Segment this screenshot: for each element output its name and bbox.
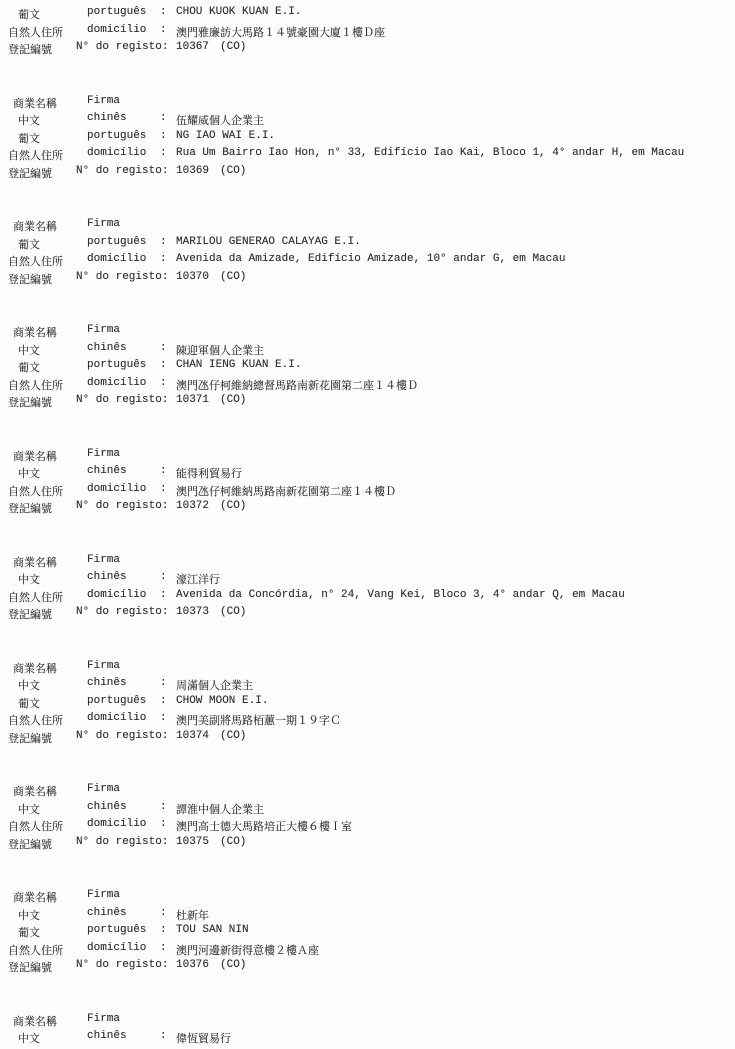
domicile-label-pt: domicílio	[87, 941, 147, 954]
colon-separator: :	[160, 1030, 167, 1042]
portuguese-label-pt: português	[87, 6, 147, 18]
colon-separator: :	[160, 482, 167, 495]
firma-header-line	[0, 887, 735, 905]
chinese-label-pt: chinês	[87, 112, 127, 124]
domicile-label-pt: domicílio	[87, 253, 147, 265]
registration-number: 10376	[176, 959, 210, 971]
colon-separator: :	[160, 465, 167, 477]
registration-number: 10374	[176, 729, 210, 742]
portuguese-name-line	[0, 693, 735, 711]
domicile-value: 澳門雅廉訪大馬路１４號豪園大廈１樓Ｄ座	[176, 27, 385, 40]
registration-code: (CO)	[220, 835, 247, 848]
domicile-value: Avenida da Amizade, Edifício Amizade, 10° andar G, em Macau	[176, 253, 566, 265]
registry-entry	[0, 322, 735, 410]
domicile-value: Avenida da Concórdia, n° 24, Vang Kei, Bloco 3, 4° andar Q, em Macau	[176, 588, 625, 601]
chinese-name-value: 杜新年	[176, 910, 209, 923]
portuguese-name-value: NG IAO WAI E.I.	[176, 129, 276, 142]
firma-label-zh: 商業名稱	[13, 663, 57, 676]
registry-label-pt: N° do registo:	[76, 959, 169, 971]
registry-label-zh: 登記編號	[8, 45, 52, 57]
colon-separator: :	[160, 376, 167, 389]
registration-code: (CO)	[220, 959, 247, 971]
portuguese-label-zh: 葡文	[18, 133, 40, 146]
registry-entry	[0, 1011, 735, 1046]
domicile-value: 澳門美副將馬路栢蕙一期１９字Ｃ	[176, 716, 341, 728]
colon-separator: :	[160, 712, 167, 724]
chinese-name-line	[0, 463, 735, 481]
firma-label-zh: 商業名稱	[13, 1016, 57, 1029]
colon-separator: :	[160, 129, 167, 142]
registry-label-pt: N° do registo:	[76, 835, 169, 848]
portuguese-name-line	[0, 4, 735, 22]
domicile-label-zh: 自然人住所	[8, 592, 63, 605]
colon-separator: :	[160, 235, 167, 248]
chinese-name-value: 偉恆貿易行	[176, 1034, 231, 1046]
firma-label-pt: Firma	[87, 324, 121, 336]
domicile-line	[0, 710, 735, 728]
colon-separator: :	[160, 112, 167, 124]
registry-label-pt: N° do registo:	[76, 729, 169, 742]
registry-label-zh: 登記編號	[8, 398, 52, 410]
registration-line	[0, 604, 735, 622]
domicile-line	[0, 587, 735, 605]
registration-code: (CO)	[220, 729, 247, 742]
firma-label-pt: Firma	[87, 889, 121, 901]
registration-code: (CO)	[220, 41, 247, 53]
firma-label-zh: 商業名稱	[13, 787, 57, 799]
registry-entry	[0, 93, 735, 181]
domicile-label-pt: domicílio	[87, 712, 147, 724]
colon-separator: :	[160, 906, 167, 919]
registration-code: (CO)	[220, 606, 247, 618]
domicile-line	[0, 145, 735, 163]
domicile-line	[0, 481, 735, 499]
registration-number: 10372	[176, 500, 210, 512]
registration-code: (CO)	[220, 270, 247, 283]
chinese-label-zh: 中文	[18, 469, 40, 481]
firma-label-pt: Firma	[87, 1012, 121, 1025]
colon-separator: :	[160, 23, 167, 36]
chinese-label-pt: chinês	[87, 677, 127, 689]
colon-separator: :	[160, 571, 167, 583]
chinese-name-value: 周滿個人企業主	[176, 681, 253, 693]
chinese-name-line	[0, 569, 735, 587]
colon-separator: :	[160, 147, 167, 159]
domicile-label-zh: 自然人住所	[8, 822, 63, 834]
colon-separator: :	[160, 588, 167, 601]
chinese-name-line	[0, 1028, 735, 1046]
chinese-label-zh: 中文	[18, 681, 40, 693]
portuguese-label-zh: 葡文	[18, 10, 40, 22]
registration-line	[0, 163, 735, 181]
firma-header-line	[0, 216, 735, 234]
registration-line	[0, 269, 735, 287]
domicile-label-zh: 自然人住所	[8, 257, 63, 269]
chinese-label-zh: 中文	[18, 1034, 40, 1046]
registry-entry	[0, 658, 735, 746]
domicile-line	[0, 375, 735, 393]
colon-separator: :	[160, 941, 167, 954]
domicile-label-zh: 自然人住所	[8, 945, 63, 958]
chinese-name-value: 能得利貿易行	[176, 469, 242, 481]
registration-line	[0, 728, 735, 746]
registry-label-zh: 登記編號	[8, 274, 52, 287]
portuguese-name-value: CHOW MOON E.I.	[176, 694, 269, 707]
portuguese-name-value: MARILOU GENERAO CALAYAG E.I.	[176, 235, 361, 248]
registration-line	[0, 834, 735, 852]
colon-separator: :	[160, 253, 167, 265]
portuguese-label-pt: português	[87, 924, 147, 936]
registry-label-pt: N° do registo:	[76, 394, 169, 406]
chinese-name-value: 譚淮中個人企業主	[176, 804, 264, 817]
registry-entry	[0, 887, 735, 975]
registry-label-pt: N° do registo:	[76, 41, 169, 53]
firma-label-zh: 商業名稱	[13, 328, 57, 340]
domicile-label-zh: 自然人住所	[8, 486, 63, 499]
firma-label-pt: Firma	[87, 447, 121, 460]
registry-entry	[0, 781, 735, 851]
firma-header-line	[0, 1011, 735, 1029]
domicile-line	[0, 940, 735, 958]
portuguese-name-value: CHAN IENG KUAN E.I.	[176, 359, 302, 371]
registry-label-zh: 登記編號	[8, 839, 52, 852]
colon-separator: :	[160, 341, 167, 354]
chinese-label-zh: 中文	[18, 116, 40, 128]
domicile-label-pt: domicílio	[87, 23, 147, 36]
domicile-label-pt: domicílio	[87, 482, 147, 495]
firma-label-zh: 商業名稱	[13, 98, 57, 111]
colon-separator: :	[160, 924, 167, 936]
domicile-label-zh: 自然人住所	[8, 380, 63, 393]
registration-line	[0, 39, 735, 57]
chinese-name-line	[0, 905, 735, 923]
portuguese-name-line	[0, 234, 735, 252]
firma-label-zh: 商業名稱	[13, 557, 57, 570]
domicile-value: 澳門氹仔柯維納總督馬路南新花園第二座１４樓Ｄ	[176, 380, 418, 393]
registration-number: 10375	[176, 835, 210, 848]
colon-separator: :	[160, 818, 167, 830]
portuguese-name-value: TOU SAN NIN	[176, 924, 249, 936]
registration-number: 10373	[176, 606, 210, 618]
domicile-label-zh: 自然人住所	[8, 151, 63, 163]
firma-header-line	[0, 552, 735, 570]
registration-number: 10371	[176, 394, 210, 406]
firma-label-zh: 商業名稱	[13, 893, 57, 905]
firma-label-pt: Firma	[87, 783, 121, 795]
portuguese-label-zh: 葡文	[18, 239, 40, 252]
domicile-label-pt: domicílio	[87, 147, 147, 159]
portuguese-label-pt: português	[87, 129, 147, 142]
chinese-name-value: 陳迎軍個人企業主	[176, 345, 264, 358]
domicile-label-pt: domicílio	[87, 818, 147, 830]
chinese-label-pt: chinês	[87, 341, 127, 354]
domicile-value: Rua Um Bairro Iao Hon, n° 33, Edifício Iao Kai, Bloco 1, 4° andar H, em Macau	[176, 147, 685, 159]
portuguese-label-zh: 葡文	[18, 363, 40, 375]
firma-header-line	[0, 658, 735, 676]
portuguese-label-zh: 葡文	[18, 928, 40, 940]
firma-header-line	[0, 322, 735, 340]
registration-number: 10370	[176, 270, 210, 283]
chinese-name-line	[0, 675, 735, 693]
registry-label-pt: N° do registo:	[76, 164, 169, 177]
portuguese-name-line	[0, 128, 735, 146]
portuguese-name-line	[0, 357, 735, 375]
chinese-label-pt: chinês	[87, 800, 127, 813]
chinese-label-pt: chinês	[87, 1030, 127, 1042]
registry-label-zh: 登記編號	[8, 504, 52, 516]
firma-label-pt: Firma	[87, 659, 121, 672]
firma-label-zh: 商業名稱	[13, 222, 57, 234]
registry-entry	[0, 216, 735, 286]
registry-entry	[0, 4, 735, 57]
registration-code: (CO)	[220, 164, 247, 177]
domicile-label-pt: domicílio	[87, 376, 147, 389]
registry-label-pt: N° do registo:	[76, 606, 169, 618]
colon-separator: :	[160, 800, 167, 813]
registration-number: 10367	[176, 41, 210, 53]
registry-label-zh: 登記編號	[8, 733, 52, 746]
portuguese-label-zh: 葡文	[18, 698, 40, 711]
domicile-value: 澳門氹仔柯維納馬路南新花園第二座１４樓Ｄ	[176, 486, 396, 499]
chinese-name-line	[0, 110, 735, 128]
registration-line	[0, 498, 735, 516]
domicile-line	[0, 816, 735, 834]
domicile-label-pt: domicílio	[87, 588, 147, 601]
firma-header-line	[0, 93, 735, 111]
colon-separator: :	[160, 677, 167, 689]
firma-label-zh: 商業名稱	[13, 451, 57, 464]
registry-label-zh: 登記編號	[8, 168, 52, 181]
domicile-value: 澳門高士德大馬路培正大樓６樓Ｉ室	[176, 822, 352, 834]
chinese-label-zh: 中文	[18, 345, 40, 358]
registration-line	[0, 957, 735, 975]
registration-line	[0, 392, 735, 410]
firma-header-line	[0, 781, 735, 799]
registration-number: 10369	[176, 164, 210, 177]
portuguese-label-pt: português	[87, 235, 147, 248]
firma-label-pt: Firma	[87, 553, 121, 566]
domicile-value: 澳門河邊新街得意樓２樓Ａ座	[176, 945, 319, 958]
chinese-name-line	[0, 799, 735, 817]
chinese-label-zh: 中文	[18, 804, 40, 817]
domicile-label-zh: 自然人住所	[8, 27, 63, 40]
registry-label-zh: 登記編號	[8, 963, 52, 975]
portuguese-label-pt: português	[87, 359, 147, 371]
registry-entry	[0, 552, 735, 622]
colon-separator: :	[160, 6, 167, 18]
colon-separator: :	[160, 694, 167, 707]
registry-label-zh: 登記編號	[8, 610, 52, 622]
chinese-name-value: 伍耀威個人企業主	[176, 116, 264, 128]
portuguese-name-line	[0, 922, 735, 940]
firma-label-pt: Firma	[87, 94, 121, 107]
registry-entry	[0, 446, 735, 516]
registry-label-pt: N° do registo:	[76, 270, 169, 283]
chinese-label-pt: chinês	[87, 906, 127, 919]
domicile-line	[0, 22, 735, 40]
registration-code: (CO)	[220, 394, 247, 406]
chinese-label-zh: 中文	[18, 910, 40, 923]
chinese-label-pt: chinês	[87, 465, 127, 477]
chinese-name-line	[0, 340, 735, 358]
chinese-label-pt: chinês	[87, 571, 127, 583]
chinese-name-value: 濠江洋行	[176, 575, 220, 587]
portuguese-label-pt: português	[87, 694, 147, 707]
registry-label-pt: N° do registo:	[76, 500, 169, 512]
firma-label-pt: Firma	[87, 218, 121, 230]
chinese-label-zh: 中文	[18, 575, 40, 587]
colon-separator: :	[160, 359, 167, 371]
portuguese-name-value: CHOU KUOK KUAN E.I.	[176, 6, 302, 18]
registration-code: (CO)	[220, 500, 247, 512]
domicile-line	[0, 251, 735, 269]
domicile-label-zh: 自然人住所	[8, 716, 63, 728]
firma-header-line	[0, 446, 735, 464]
registry-entry-list	[0, 4, 735, 1049]
